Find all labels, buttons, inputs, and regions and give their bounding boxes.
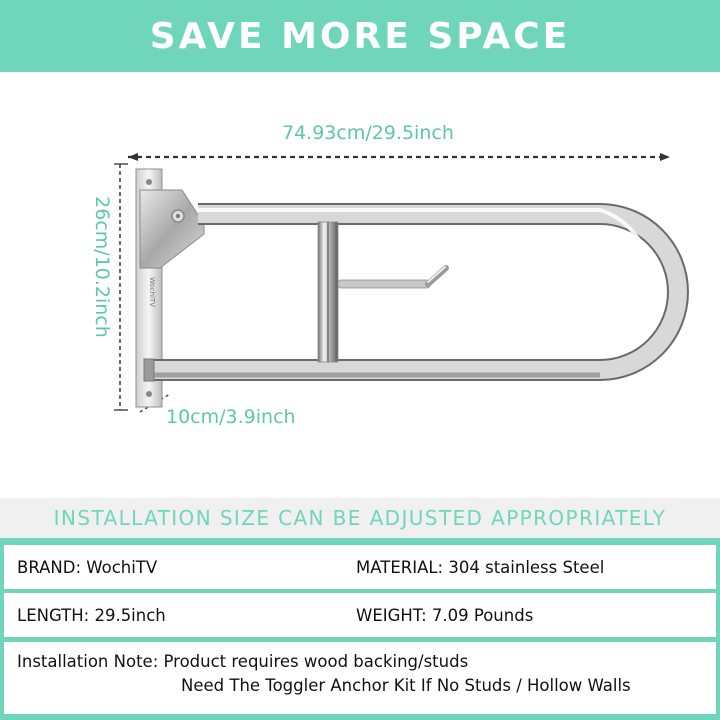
- height-dimension-line: [114, 164, 128, 410]
- spec-weight: WEIGHT: 7.09 Pounds: [356, 605, 534, 625]
- subheader-band: [0, 498, 720, 538]
- paper-holder-arm: [338, 267, 446, 288]
- spec-material: MATERIAL: 304 stainless Steel: [356, 557, 605, 577]
- middle-support-bar: [318, 222, 338, 362]
- hinge-bracket: [140, 190, 204, 268]
- spec-length: LENGTH: 29.5inch: [17, 605, 166, 625]
- grab-bar-tube: [144, 210, 678, 381]
- depth-dimension-label: 10cm/3.9inch: [166, 406, 296, 428]
- spec-brand: BRAND: WochiTV: [17, 557, 158, 577]
- specs-panel: [0, 538, 720, 720]
- header-title: SAVE MORE SPACE: [149, 15, 571, 57]
- spec-row-brand-material: [4, 545, 716, 589]
- subheader-title: INSTALLATION SIZE CAN BE ADJUSTED APPROPRIATELY: [53, 506, 667, 530]
- plate-brand-text: WochiTV: [148, 277, 156, 308]
- spec-row-length-weight: [4, 593, 716, 637]
- note-line-2: Need The Toggler Anchor Kit If No Studs / Hollow Walls: [181, 676, 631, 695]
- installation-note: [4, 642, 716, 714]
- height-dimension-label: 26cm/10.2inch: [91, 196, 113, 338]
- header-banner: [0, 0, 720, 72]
- width-dimension-line: [128, 153, 670, 161]
- width-dimension-label: 74.93cm/29.5inch: [282, 122, 454, 144]
- product-illustration: [0, 72, 720, 498]
- note-line-1: Installation Note: Product requires wood backing/studs: [17, 652, 469, 671]
